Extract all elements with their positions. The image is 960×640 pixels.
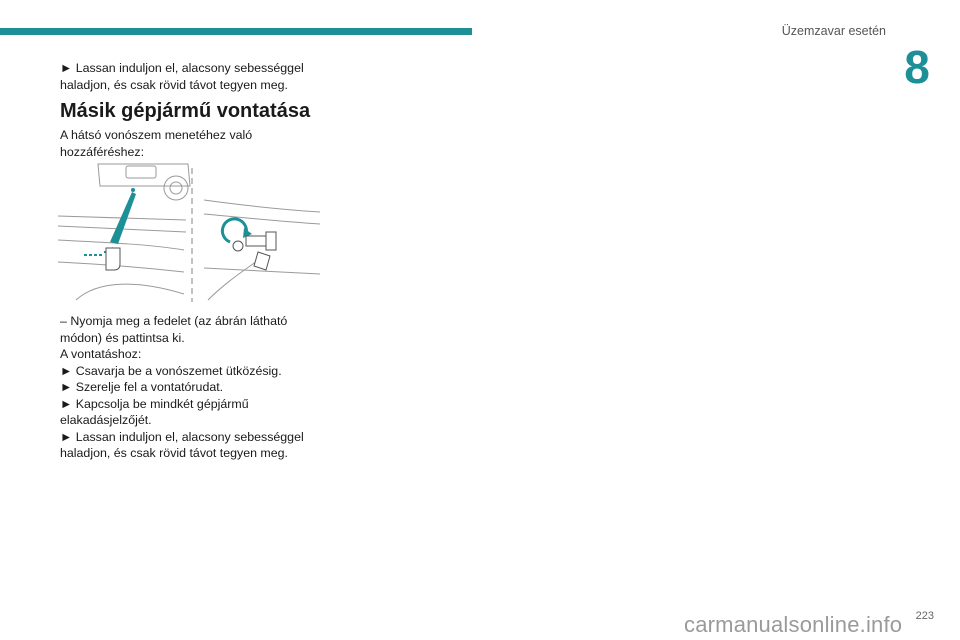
access-line: hozzáféréshez: bbox=[60, 144, 145, 159]
section-heading: Másik gépjármű vontatása bbox=[60, 100, 311, 122]
step-line: ► Csavarja be a vonószemet ütközésig. bbox=[60, 363, 282, 378]
step-line: elakadásjelzőjét. bbox=[60, 413, 152, 427]
step-line: A vontatáshoz: bbox=[60, 347, 142, 361]
intro-paragraph bbox=[60, 60, 320, 93]
page-number: 223 bbox=[915, 610, 934, 622]
steps-paragraph bbox=[60, 313, 320, 462]
watermark-text: carmanualsonline.info bbox=[684, 612, 903, 637]
bumper-close-up-drawing bbox=[204, 200, 320, 300]
chapter-title: Üzemzavar esetén bbox=[781, 24, 886, 38]
access-line: A hátsó vonószem menetéhez való bbox=[60, 128, 253, 142]
intro-line: ► Lassan induljon el, alacsony sebességgel bbox=[60, 61, 304, 75]
chapter-number: 8 bbox=[904, 41, 930, 93]
step-line: módon) és pattintsa ki. bbox=[60, 330, 185, 345]
step-line: ► Lassan induljon el, alacsony sebességgel bbox=[60, 429, 304, 444]
intro-line: haladjon, és csak rövid távot tegyen meg. bbox=[60, 77, 288, 92]
tow-point-marker bbox=[131, 188, 135, 192]
chapter-accent-bar bbox=[0, 28, 472, 35]
step-line: – Nyomja meg a fedelet (az ábrán látható bbox=[60, 314, 288, 328]
step-line: haladjon, és csak rövid távot tegyen meg. bbox=[60, 446, 288, 460]
rear-bumper-drawing bbox=[58, 164, 190, 300]
access-paragraph bbox=[60, 127, 320, 160]
step-line: ► Szerelje fel a vontatórudat. bbox=[60, 380, 224, 394]
press-cover-icon bbox=[84, 248, 120, 270]
tow-eye-icon bbox=[222, 219, 276, 270]
tow-eye-illustration bbox=[58, 160, 320, 306]
step-line: ► Kapcsolja be mindkét gépjármű bbox=[60, 396, 249, 411]
